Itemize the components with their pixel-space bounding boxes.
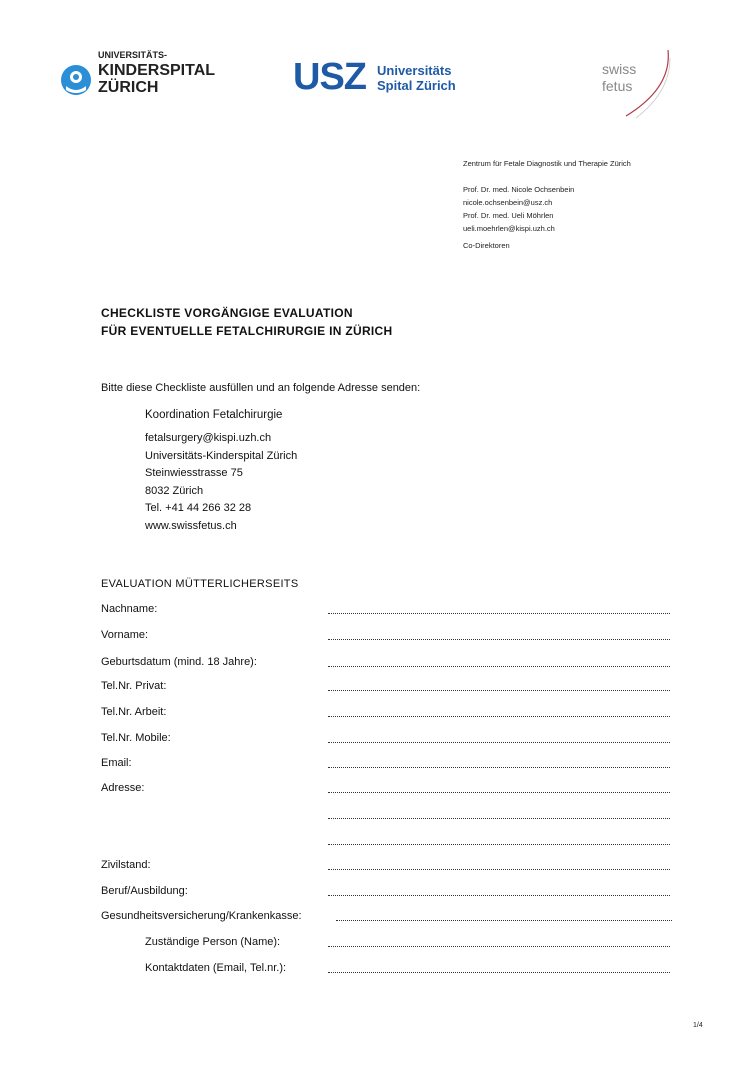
- field-label-tel-arbeit: Tel.Nr. Arbeit:: [101, 706, 167, 718]
- address-name: Koordination Fetalchirurgie: [145, 409, 283, 421]
- center-name: Zentrum für Fetale Diagnostik und Therapie Zürich: [463, 159, 631, 168]
- kispi-line3: ZÜRICH: [98, 79, 159, 96]
- usz-logo: [293, 57, 473, 99]
- field-line-tel-mobile[interactable]: [328, 741, 670, 743]
- field-line-adresse-1[interactable]: [328, 791, 670, 793]
- field-label-beruf: Beruf/Ausbildung:: [101, 885, 188, 897]
- field-label-email: Email:: [101, 757, 132, 769]
- field-label-nachname: Nachname:: [101, 603, 158, 615]
- field-line-geburtsdatum[interactable]: [328, 665, 670, 667]
- directors-role: Co-Direktoren: [463, 241, 510, 250]
- kispi-logo: [60, 51, 220, 99]
- field-line-krankenkasse[interactable]: [336, 919, 672, 921]
- title-line1: CHECKLISTE VORGÄNGIGE EVALUATION: [101, 306, 353, 320]
- usz-line2: Spital Zürich: [377, 78, 456, 93]
- director-1-email[interactable]: nicole.ochsenbein@usz.ch: [463, 198, 553, 207]
- field-line-adresse-2[interactable]: [328, 817, 670, 819]
- field-label-krankenkasse: Gesundheitsversicherung/Krankenkasse:: [101, 910, 302, 922]
- address-block: [145, 406, 297, 535]
- title-line2: FÜR EVENTUELLE FETALCHIRURGIE IN ZÜRICH: [101, 324, 393, 338]
- page-number: 1/4: [693, 1022, 703, 1029]
- swissfetus-curve-icon: [600, 48, 680, 120]
- field-line-email[interactable]: [328, 766, 670, 768]
- field-label-geburtsdatum: Geburtsdatum (mind. 18 Jahre):: [101, 656, 257, 668]
- kispi-icon: [60, 64, 92, 96]
- field-line-zivilstand[interactable]: [328, 868, 670, 870]
- address-tel: Tel. +41 44 266 32 28: [145, 502, 252, 514]
- field-label-kontaktdaten: Kontaktdaten (Email, Tel.nr.):: [145, 962, 287, 974]
- field-label-vorname: Vorname:: [101, 629, 149, 641]
- field-label-zivilstand: Zivilstand:: [101, 859, 151, 871]
- director-2-email[interactable]: ueli.moehrlen@kispi.uzh.ch: [463, 224, 555, 233]
- section-title: EVALUATION MÜTTERLICHERSEITS: [101, 578, 299, 590]
- field-label-adresse: Adresse:: [101, 782, 145, 794]
- address-street: Steinwiesstrasse 75: [145, 467, 243, 479]
- field-line-adresse-3[interactable]: [328, 843, 670, 845]
- address-email[interactable]: fetalsurgery@kispi.uzh.ch: [145, 432, 272, 444]
- field-line-vorname[interactable]: [328, 638, 670, 640]
- field-label-tel-mobile: Tel.Nr. Mobile:: [101, 732, 171, 744]
- kispi-line1: UNIVERSITÄTS-: [98, 50, 168, 60]
- field-line-beruf[interactable]: [328, 894, 670, 896]
- usz-abbr: USZ: [293, 56, 366, 98]
- field-line-tel-arbeit[interactable]: [328, 715, 670, 717]
- swissfetus-line2: fetus: [602, 78, 633, 94]
- address-city: 8032 Zürich: [145, 484, 204, 497]
- field-line-tel-privat[interactable]: [328, 689, 670, 691]
- address-org: Universitäts-Kinderspital Zürich: [145, 449, 298, 462]
- field-label-zustaendige-person: Zuständige Person (Name):: [145, 936, 281, 948]
- address-web[interactable]: www.swissfetus.ch: [145, 519, 237, 532]
- field-line-zustaendige-person[interactable]: [328, 945, 670, 947]
- field-line-kontaktdaten[interactable]: [328, 971, 670, 973]
- director-2: Prof. Dr. med. Ueli Möhrlen: [463, 211, 554, 220]
- director-1: Prof. Dr. med. Nicole Ochsenbein: [463, 185, 575, 194]
- field-line-nachname[interactable]: [328, 612, 670, 614]
- swissfetus-line1: swiss: [602, 61, 637, 77]
- intro-text: Bitte diese Checkliste ausfüllen und an folgende Adresse senden:: [101, 382, 421, 394]
- usz-line1: Universitäts: [377, 63, 452, 78]
- kispi-line2: KINDERSPITAL: [98, 62, 216, 79]
- swissfetus-logo: [600, 48, 680, 120]
- field-label-tel-privat: Tel.Nr. Privat:: [101, 680, 167, 692]
